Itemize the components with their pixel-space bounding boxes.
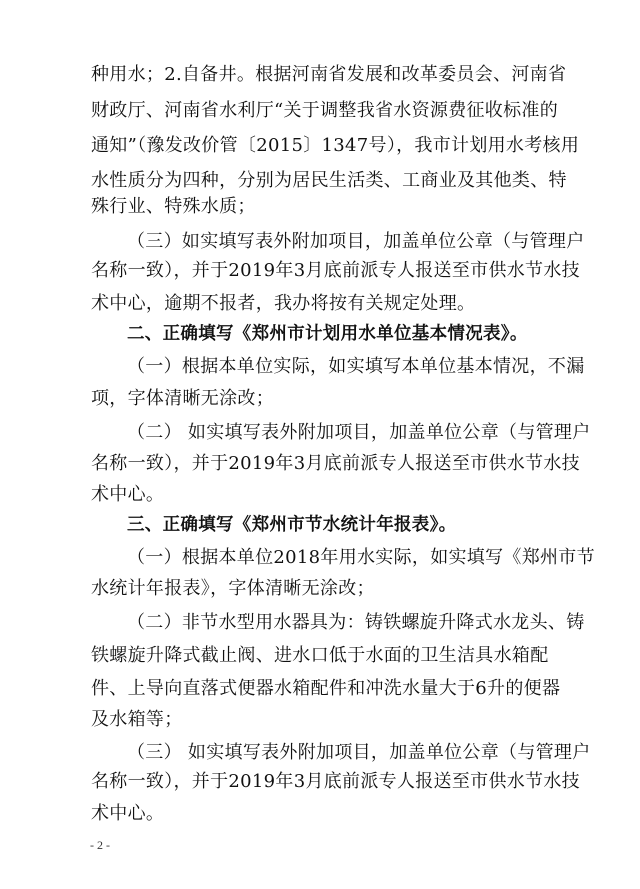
paragraph-line: 通知”（豫发改价管〔2015〕1347号），我市计划用水考核用 <box>91 135 580 156</box>
paragraph-line: 财政厅、河南省水利厅“关于调整我省水资源费征收标准的 <box>91 100 558 121</box>
paragraph-line: 铁螺旋升降式截止阀、进水口低于水面的卫生洁具水箱配 <box>91 645 549 666</box>
paragraph-line: 水统计年报表》，字体清晰无涂改； <box>91 578 375 599</box>
paragraph-line: 术中心。 <box>91 803 165 824</box>
paragraph-line: （一）根据本单位实际，如实填写本单位基本情况，不漏 <box>127 356 585 377</box>
paragraph-line: 名称一致），并于2019年3月底前派专人报送至市供水节水技 <box>91 453 580 474</box>
paragraph-line: 水性质分为四种，分别为居民生活类、工商业及其他类、特 <box>91 170 567 191</box>
paragraph-line: 及水箱等； <box>91 709 183 730</box>
paragraph-line: 名称一致），并于2019年3月底前派专人报送至市供水节水技 <box>91 260 580 281</box>
paragraph-line: 件、上导向直落式便器水箱配件和冲洗水量大于6升的便器 <box>91 678 561 699</box>
paragraph-line: 殊行业、特殊水质； <box>91 196 256 217</box>
section-heading-2: 二、正确填写《郑州市计划用水单位基本情况表》。 <box>127 324 528 344</box>
paragraph-line: （一）根据本单位2018年用水实际，如实填写《郑州市节 <box>127 547 595 568</box>
page-number: - 2 - <box>90 838 110 852</box>
paragraph-line: 术中心，逾期不报者，我办将按有关规定处理。 <box>91 293 476 314</box>
paragraph-line: 项，字体清晰无涂改； <box>91 388 274 409</box>
paragraph-line: （三） 如实填写表外附加项目，加盖单位公章（与管理户 <box>127 742 591 763</box>
paragraph-line: （三）如实填写表外附加项目，加盖单位公章（与管理户 <box>127 231 585 252</box>
paragraph-line: 名称一致），并于2019年3月底前派专人报送至市供水节水技 <box>91 771 580 792</box>
paragraph-line: （二）非节水型用水器具为：铸铁螺旋升降式水龙头、铸 <box>127 612 585 633</box>
paragraph-line: 术中心。 <box>91 484 165 505</box>
section-heading-3: 三、正确填写《郑州市节水统计年报表》。 <box>127 515 457 535</box>
paragraph-line: （二） 如实填写表外附加项目，加盖单位公章（与管理户 <box>127 422 591 443</box>
paragraph-line: 种用水；2.自备井。根据河南省发展和改革委员会、河南省 <box>91 64 567 85</box>
